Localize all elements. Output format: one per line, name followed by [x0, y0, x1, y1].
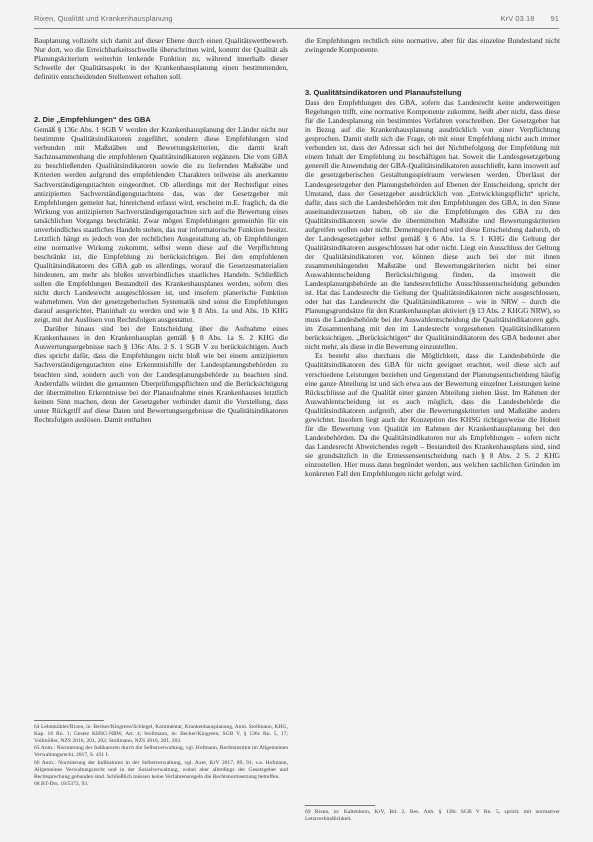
footnote: 66 Anm.: Normierung der Indikatoren in der Selbstverwaltung, vgl. Axer, KrV 2017, 89, 91; s.a. Hofmann, Allgemeines Verwaltungsrecht und in der Sozialverwaltung, wobei aber allerdings der Gesetzgeber und Rechtsprechung gebunden sind. Schließlich müssen keine Verfahrensregeln die Rechtsnormsetzung betreffen. — [34, 759, 288, 780]
left-column — [34, 36, 288, 820]
footnote: 69 Rixen, in: Kaltenborn, KrV, Bd. 2, Bes. Anh. § 136c SGB V Rn. 5, sprich: mit normativer Letztverbindlichkeit. — [305, 809, 560, 822]
right-footnotes — [305, 805, 560, 824]
footnote-rule — [305, 805, 375, 806]
footnote: 65 Anm.: Normierung der Indikatoren durch die Selbstverwaltung, vgl. Hofmann, Rechtsinstitut im Allgemeinen Verwaltungsrecht, 2017, S. 431 f. — [34, 745, 288, 759]
page-number: 91 — [550, 14, 559, 23]
footnote: 64 Lehmkühler/Rixen, in: Becker/Kingreen/Schlegel, Kommentar, Krankenhausplanung, Anm. Stollmann, KHG, Kap. 16 Rn. 1; Gesetz KHSG-NRW, Art. 4; Stollmann, in: Becker/Kingreen, SGB V, § 136c Rn. 5, 17; Vollmöller, NZS 2016, 201, 202; Stollmann, NZS 2016, 201, 203. — [34, 724, 288, 744]
footnote-rule — [34, 720, 104, 721]
running-header — [34, 14, 559, 29]
section-3-paragraph-1: Dass den Empfehlungen des GBA, sofern das Landesrecht keine anderweitigen Regelungen trifft, eine normative Komponente zukommt, heißt aber nicht, dass diese für die Landesplanung ein bestimmtes Verfahren vorschreiben. Der Gesetzgeber hat in Bezug auf die Krankenhausplanung ausdrücklich von einer Verpflichtung gesprochen. Damit stellt sich die Frage, ob mit einer Empfehlung nicht auch immer verbunden ist, dass der Adressat sich bei der Nichtbefolgung der Empfehlung mit einem Inhalt der Empfehlung zu beschäftigen hat. Soweit die Landesgesetzgebung generell die Anwendung der GBA-Qualitätsindikatoren ausschließt, kann insoweit auf die gesetzgeberischen Gestaltungsspielraum verwiesen werden. Überlässt der Landesgesetzgeber den Planungsbehörden auf Ebenen der Entscheidung, spricht der Umstand, dass der Gesetzgeber ausdrücklich von „Entwicklungspflicht“ spricht, dafür, dass sich die Landesbehörden mit den Empfehlungen des GBA, in den Sinne auseinanderzusetzen haben, ob sie die Empfehlungen des GBA zu den Qualitätsindikatoren sowie die übermittelten Maßstäbe und Bewertungskriterien aufgreifen wollen oder nicht. Dementsprechend wird diese Entscheidung dadurch, ob der Landesgesetzgeber selbst gemäß § 6 Abs. 1a S. 1 KHG die Geltung der Qualitätsindikatoren ausgeschlossen hat oder nicht. Liegt ein Ausschluss der Geltung der Qualitätsindikatoren vor, können diese auch bei der mit ihnen zusammenhängenden Maßstäbe und Bewertungskriterien nicht bei einer Auswahlentscheidung Berücksichtigung finden, da insoweit die Landesplanungsbehörde an die landesrechtliche Ausschlussentscheidung gebunden ist. Hat das Landesrecht die Geltung der Qualitätsindikatoren nicht ausgeschlossen, oder hat das Landesrecht die Qualitätsindikatoren – wie in NRW – durch die Planungsgrundsätze für den Krankenhausplan aktiviert (§ 13 Abs. 2 KHGG NRW), so muss die Landesbehörde bei der Auswahlentscheidung die Qualitätsindikatoren ggfs. im Zusammenhang mit den im Landesrecht vorgesehenen Qualitätsindikatoren berücksichtigen. „Berücksichtigen“ der Qualitätsindikatoren des GBA bedeutet aber nicht mehr, als diese in die Bewertung einzustellen. — [305, 98, 560, 352]
section-gap — [34, 81, 288, 107]
running-title: Rixen, Qualität und Krankenhausplanung — [34, 14, 173, 23]
section-2-paragraph-2: Darüber hinaus sind bei der Entscheidung über die Aufnahme eines Krankenhauses in den Krankenhausplan gemäß § 8 Abs. 1a S. 2 KHG die Auswertungsergebnisse nach § 136c Abs. 2 S. 1 SGB V zu berücksichtigen. Auch dies spricht dafür, dass die Empfehlungen nicht bloß wie bei einem antizipierten Sachverständigengutachten eine Erkenntnishilfe der Landesplanungsbehörden zu beachten sind, sondern auch von der Landesplanungsbehörde zu beachten sind. Andernfalls würden die genannten Überprüfungspflichten und die Berücksichtigung der übermittelten Erkenntnisse bei der Planaufnahme eines Krankenhauses letztlich keinen Sinn machen, denn der Gesetzgeber verbindet damit die Vorstellung, dass unter Rückgriff auf diese Daten und Bewertungsergebnisse die Qualitätsindikatoren Rechtsfolgen auslösen. Damit enthalten — [34, 324, 288, 424]
left-footnotes — [34, 720, 288, 789]
footnote: 68 BT-Drs. 18/5372, 93. — [34, 781, 89, 788]
left-intro-paragraph: Bauplanung vollzieht sich damit auf dieser Ebene durch einen Qualitätswettbewerb. Nur dort, wo die Erreichbarkeitsschwelle überschritten wird, kommt der Qualität als Planungskriterium weiterhin lenkende Funktion zu, während innerhalb dieser Schwelle der Qualitätsaspekt in der Krankenhausplanung einen bestimmenden, definitiv entscheidenden Stellenwert erhalten soll. — [34, 36, 288, 82]
section-gap — [305, 54, 560, 80]
right-column — [305, 36, 560, 800]
right-intro-paragraph: die Empfehlungen rechtlich eine normative, aber für das einzelne Bundesland nicht zwingende Komponente. — [305, 36, 560, 55]
section-heading-2: 2. Die „Empfehlungen“ des GBA — [34, 115, 151, 125]
section-2-paragraph-1: Gemäß § 136c Abs. 1 SGB V werden der Krankenhausplanung der Länder nicht nur bestimmte Qualitätsindikatoren zugeführt, sondern diese Empfehlungen sind verbunden mit Maßstäben und Bewertungskriterien, die damit kraft Sachzusammenhang die empfohlenen Qualitätsindikatoren ergänzen. Die vom GBA zu beschließenden Qualitätsindikatoren sowie die zu liefernden Maßstäbe und Kriterien werden aufgrund des empfehlenden Charakters teilweise als anerkannte Sachverständigengutachten eingeordnet. Ob allerdings mit der Rechtsfigur eines antizipierten Sachverständigengutachtens das, was der Gesetzgeber mit Empfehlungen gemeint hat, hinreichend erfasst wird, erscheint m.E. fraglich, da die Wirkung von antizipierten Sachverständigengutachten sich auf die Bewertung eines tatsächlichen Vorgangs beschränkt. Zwar mögen Empfehlungen gemeinhin für ein unverbindliches staatliches Handeln stehen, das nur informatorische Funktion besitzt. Letztlich hängt es jedoch von der rechtlichen Ausgestaltung ab, ob Empfehlungen eine normative Wirkung zukommt, selbst wenn diese auf die Verpflichtung beschränkt ist, die Empfehlung zu berücksichtigen. Bei den empfohlenen Qualitätsindikatoren des GBA gab es allerdings, worauf die Gesetzesmaterialien hindeuten, am mehr als bloßes unverbindliches staatliches Handeln. Schließlich sollen die Empfehlungen Bestandteil des Krankenhausplanes werden, sofern dies nicht durch Landesrecht ausgeschlossen ist, und insofern planerische Funktion wahrnehmen. Von der gesetzgeberischen Systematik sind sonst die Empfehlungen darauf ausgerichtet, Planinhalt zu werden und wie § 8 Abs. 1a und Abs. 1b KHG zeigt, mit der Auslösen von Rechtsfolgen ausgestattet. — [34, 125, 288, 325]
running-header-right — [487, 14, 559, 23]
section-3-paragraph-2: Es besteht also durchaus die Möglichkeit, dass die Landesbehörde die Qualitätsindikatoren des GBA für nicht geeignet erachtet, weil diese sich auf verschiedene Leistungen beziehen und Gegenstand der Planungsentscheidung häufig eine ganze Abteilung ist und sich etwa aus der Bewertung einzelner Leistungen keine Rückschlüsse auf die Qualität einer ganzen Abteilung ziehen lässt. Im Rahmen der Auswahlentscheidung ist es auch möglich, dass die Landesbehörde die Qualitätsindikatoren aufgreift, aber die Bewertungskriterien und Maßstäbe anders gewichtet. Insofern liegt auch der Konzeption des KHSG richtigerweise die Hoheit für die Bewertung von Qualität im Rahmen der Krankenhausplanung bei den Landesbehörden. Da die Qualitätsindikatoren nur als Empfehlungen – sofern nicht das Landesrecht Abweichendes regelt – Bestandteil des Krankenhausplans sind, sind sie grundsätzlich in die Ermessensentscheidung nach § 8 Abs. 2 S. 2 KHG einzustellen. Hier muss dann begründet werden, aus welchen sachlichen Gründen im konkreten Fall den Empfehlungen nicht gefolgt wird. — [305, 351, 560, 479]
journal-issue: KrV 03.18 — [500, 14, 535, 23]
section-heading-3: 3. Qualitätsindikatoren und Planaufstellung — [305, 88, 462, 98]
